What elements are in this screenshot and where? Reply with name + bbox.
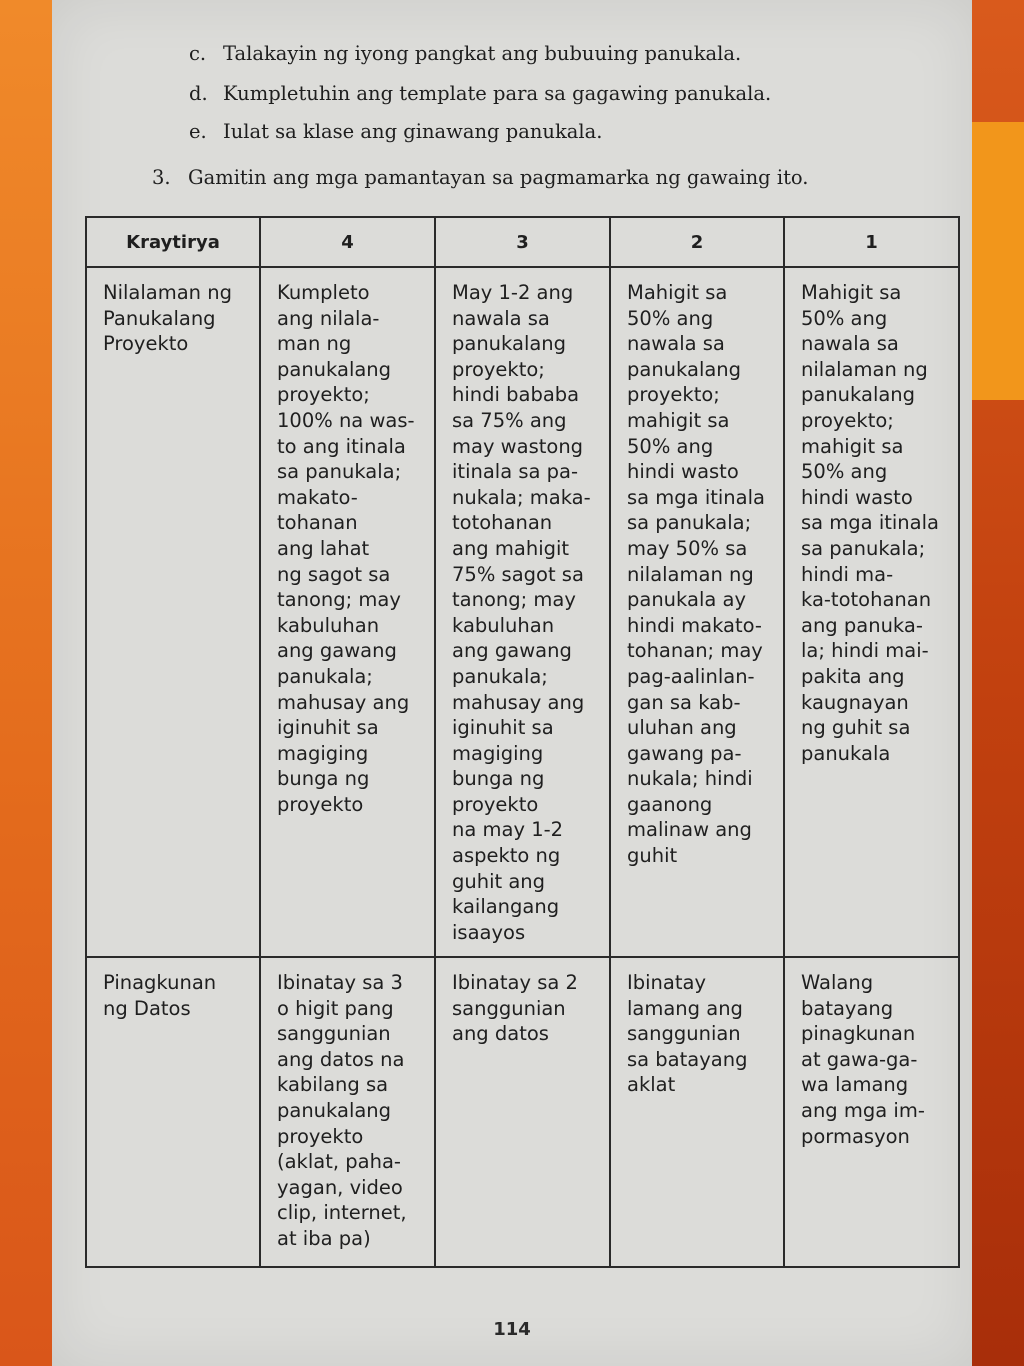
step-marker: c. bbox=[189, 42, 207, 65]
cell-text-line: magiging bbox=[452, 741, 544, 765]
header-score-3: 3 bbox=[435, 217, 610, 267]
cell-text-line: panukalang bbox=[801, 383, 916, 407]
cell-text-line: tohanan bbox=[277, 511, 358, 535]
cell-text-line: nawala sa bbox=[452, 306, 550, 330]
cell-text-line: guhit ang bbox=[452, 869, 546, 893]
cell-text-line: sa panukala; bbox=[277, 460, 402, 484]
cell-text-line: gan sa kab- bbox=[627, 690, 741, 714]
cell-text-line: batayang bbox=[801, 996, 894, 1020]
cell-text-line: hindi wasto bbox=[627, 460, 739, 484]
cell-text-line: pakita ang bbox=[801, 664, 905, 688]
cell-text-line: ka-totohanan bbox=[801, 588, 932, 612]
step-text: Kumpletuhin ang template para sa gagawing panukala. bbox=[223, 82, 772, 105]
score-4-cell bbox=[260, 957, 435, 1267]
cell-text-line: tanong; may bbox=[277, 588, 401, 612]
cell-text-line: proyekto; bbox=[627, 383, 720, 407]
score-3-cell bbox=[435, 957, 610, 1267]
cell-text-line: isaayos bbox=[452, 920, 526, 944]
cell-text-line: 75% sagot sa bbox=[452, 562, 584, 586]
cell-text-line: hindi makato- bbox=[627, 613, 762, 637]
cell-text-line: proyekto bbox=[452, 792, 539, 816]
cell-text-line: clip, internet, bbox=[277, 1201, 407, 1225]
cell-text-line: nukala; hindi bbox=[627, 767, 753, 791]
cell-text-line: Ibinatay sa 3 bbox=[277, 971, 403, 994]
criterion-cell bbox=[86, 957, 260, 1267]
step-text: Iulat sa klase ang ginawang panukala. bbox=[223, 120, 603, 143]
score-2-cell bbox=[610, 957, 784, 1267]
cell-text-line: 50% ang bbox=[627, 434, 714, 458]
cell-text-line: May 1-2 ang bbox=[452, 281, 574, 304]
cell-text-line: pag-aalinlan- bbox=[627, 664, 755, 688]
cell-text-line: 100% na was- bbox=[277, 408, 415, 432]
cell-text-line: panukala; bbox=[277, 664, 373, 688]
cell-text-line: bunga ng bbox=[452, 767, 545, 791]
cell-text-line: ang panuka- bbox=[801, 613, 923, 637]
cell-text-line: ang datos na bbox=[277, 1047, 405, 1071]
cell-text-line: proyekto; bbox=[277, 383, 370, 407]
cell-text-line: pormasyon bbox=[801, 1124, 910, 1148]
cell-text-line: sanggunian bbox=[452, 996, 566, 1020]
cell-text-line: sanggunian bbox=[277, 1022, 391, 1046]
cell-text-line: iginuhit sa bbox=[452, 716, 554, 740]
cell-text-line: nawala sa bbox=[801, 332, 899, 356]
cell-text-line: uluhan ang bbox=[627, 716, 737, 740]
cell-text-line: wa lamang bbox=[801, 1073, 909, 1097]
step-marker: e. bbox=[189, 120, 207, 143]
cell-text-line: iginuhit sa bbox=[277, 716, 379, 740]
cell-text-line: Mahigit sa bbox=[627, 281, 728, 304]
cell-text-line: panukalang bbox=[627, 357, 742, 381]
cell-text-line: kailangang bbox=[452, 895, 560, 919]
step-text: Gamitin ang mga pamantayan sa pagmamarka ng gawaing ito. bbox=[188, 166, 809, 189]
cell-text-line: hindi wasto bbox=[801, 485, 913, 509]
score-1-cell bbox=[784, 267, 959, 957]
cell-text-line: hindi ma- bbox=[801, 562, 894, 586]
cell-text-line: to ang itinala bbox=[277, 434, 406, 458]
cell-text-line: nilalaman ng bbox=[627, 562, 754, 586]
cell-text-line: kaugnayan bbox=[801, 690, 909, 714]
cell-text-line: ng Datos bbox=[103, 996, 191, 1020]
score-1-cell bbox=[784, 957, 959, 1267]
document-page bbox=[52, 0, 972, 1366]
step-item-c bbox=[189, 42, 741, 65]
cell-text-line: may 50% sa bbox=[627, 536, 748, 560]
cell-text-line: o higit pang bbox=[277, 996, 394, 1020]
step-item-e bbox=[189, 120, 602, 143]
cell-text-line: ng guhit sa bbox=[801, 716, 911, 740]
cell-text-line: 50% ang bbox=[627, 306, 714, 330]
cell-text-line: proyekto; bbox=[452, 357, 545, 381]
page-number: 114 bbox=[493, 1319, 531, 1340]
cell-text-line: gawang pa- bbox=[627, 741, 742, 765]
cell-text-line: proyekto bbox=[277, 1124, 364, 1148]
step-item-3 bbox=[152, 166, 809, 189]
cell-text-line: makato- bbox=[277, 485, 358, 509]
cell-text-line: la; hindi mai- bbox=[801, 639, 929, 663]
cell-text-line: (aklat, paha- bbox=[277, 1150, 401, 1174]
cell-text-line: Ibinatay bbox=[627, 971, 706, 994]
step-marker: d. bbox=[189, 82, 208, 105]
accent-tab bbox=[972, 122, 1024, 400]
cell-text-line: panukalang bbox=[452, 332, 567, 356]
cell-text-line: sa 75% ang bbox=[452, 408, 567, 432]
cell-text-line: Proyekto bbox=[103, 332, 189, 356]
cell-text-line: Kumpleto bbox=[277, 281, 370, 304]
cell-text-line: ang nilala- bbox=[277, 306, 380, 330]
cell-text-line: nawala sa bbox=[627, 332, 725, 356]
rubric-row bbox=[86, 957, 959, 1267]
score-2-cell bbox=[610, 267, 784, 957]
cell-text-line: Pinagkunan bbox=[103, 971, 217, 994]
cell-text-line: proyekto; bbox=[801, 408, 894, 432]
cell-text-line: sanggunian bbox=[627, 1022, 741, 1046]
cell-text-line: ang mga im- bbox=[801, 1098, 925, 1122]
cell-text-line: aspekto ng bbox=[452, 844, 561, 868]
cell-text-line: 50% ang bbox=[801, 306, 888, 330]
cell-text-line: magiging bbox=[277, 741, 369, 765]
cell-text-line: at iba pa) bbox=[277, 1226, 371, 1250]
cell-text-line: ang mahigit bbox=[452, 536, 570, 560]
cell-text-line: Panukalang bbox=[103, 306, 216, 330]
cell-text-line: sa panukala; bbox=[801, 536, 926, 560]
cell-text-line: sa mga itinala bbox=[627, 485, 765, 509]
cell-text-line: Walang bbox=[801, 971, 874, 994]
header-criteria: Kraytirya bbox=[86, 217, 260, 267]
header-score-4: 4 bbox=[260, 217, 435, 267]
cell-text-line: totohanan bbox=[452, 511, 553, 535]
cell-text-line: panukala; bbox=[452, 664, 548, 688]
cell-text-line: ang lahat bbox=[277, 536, 370, 560]
cell-text-line: ang gawang bbox=[277, 639, 397, 663]
step-item-d bbox=[189, 82, 771, 105]
cell-text-line: kabilang sa bbox=[277, 1073, 389, 1097]
score-3-cell bbox=[435, 267, 610, 957]
cell-text-line: nilalaman ng bbox=[801, 357, 928, 381]
cell-text-line: ng sagot sa bbox=[277, 562, 391, 586]
cell-text-line: mahigit sa bbox=[801, 434, 904, 458]
rubric-header-row bbox=[86, 217, 959, 267]
cell-text-line: 50% ang bbox=[801, 460, 888, 484]
cell-text-line: panukalang bbox=[277, 1098, 392, 1122]
score-4-cell bbox=[260, 267, 435, 957]
header-score-1: 1 bbox=[784, 217, 959, 267]
cell-text-line: lamang ang bbox=[627, 996, 743, 1020]
cell-text-line: guhit bbox=[627, 844, 678, 868]
cell-text-line: tohanan; may bbox=[627, 639, 763, 663]
cell-text-line: itinala sa pa- bbox=[452, 460, 579, 484]
cell-text-line: ang gawang bbox=[452, 639, 572, 663]
cell-text-line: gaanong bbox=[627, 792, 713, 816]
criterion-cell bbox=[86, 267, 260, 957]
cell-text-line: at gawa-ga- bbox=[801, 1047, 918, 1071]
cell-text-line: bunga ng bbox=[277, 767, 370, 791]
cell-text-line: malinaw ang bbox=[627, 818, 752, 842]
step-text: Talakayin ng iyong pangkat ang bubuuing panukala. bbox=[223, 42, 742, 65]
rubric-row bbox=[86, 267, 959, 957]
cell-text-line: kabuluhan bbox=[452, 613, 555, 637]
cell-text-line: proyekto bbox=[277, 792, 364, 816]
cell-text-line: na may 1-2 bbox=[452, 818, 564, 842]
cell-text-line: Mahigit sa bbox=[801, 281, 902, 304]
cell-text-line: nukala; maka- bbox=[452, 485, 591, 509]
cell-text-line: panukala ay bbox=[627, 588, 746, 612]
cell-text-line: sa batayang bbox=[627, 1047, 748, 1071]
cell-text-line: hindi bababa bbox=[452, 383, 580, 407]
cell-text-line: mahusay ang bbox=[452, 690, 585, 714]
cell-text-line: aklat bbox=[627, 1073, 676, 1097]
cell-text-line: pinagkunan bbox=[801, 1022, 916, 1046]
cell-text-line: sa mga itinala bbox=[801, 511, 939, 535]
cell-text-line: Ibinatay sa 2 bbox=[452, 971, 578, 994]
left-frame-band bbox=[0, 0, 52, 1366]
step-marker: 3. bbox=[152, 166, 171, 189]
cell-text-line: man ng bbox=[277, 332, 352, 356]
cell-text-line: Nilalaman ng bbox=[103, 281, 232, 304]
cell-text-line: mahigit sa bbox=[627, 408, 730, 432]
cell-text-line: panukala bbox=[801, 741, 891, 765]
cell-text-line: yagan, video bbox=[277, 1175, 403, 1199]
rubric-table bbox=[85, 216, 960, 1268]
cell-text-line: sa panukala; bbox=[627, 511, 752, 535]
cell-text-line: panukalang bbox=[277, 357, 392, 381]
cell-text-line: kabuluhan bbox=[277, 613, 380, 637]
header-score-2: 2 bbox=[610, 217, 784, 267]
cell-text-line: ang datos bbox=[452, 1022, 549, 1046]
cell-text-line: may wastong bbox=[452, 434, 584, 458]
cell-text-line: mahusay ang bbox=[277, 690, 410, 714]
cell-text-line: tanong; may bbox=[452, 588, 576, 612]
